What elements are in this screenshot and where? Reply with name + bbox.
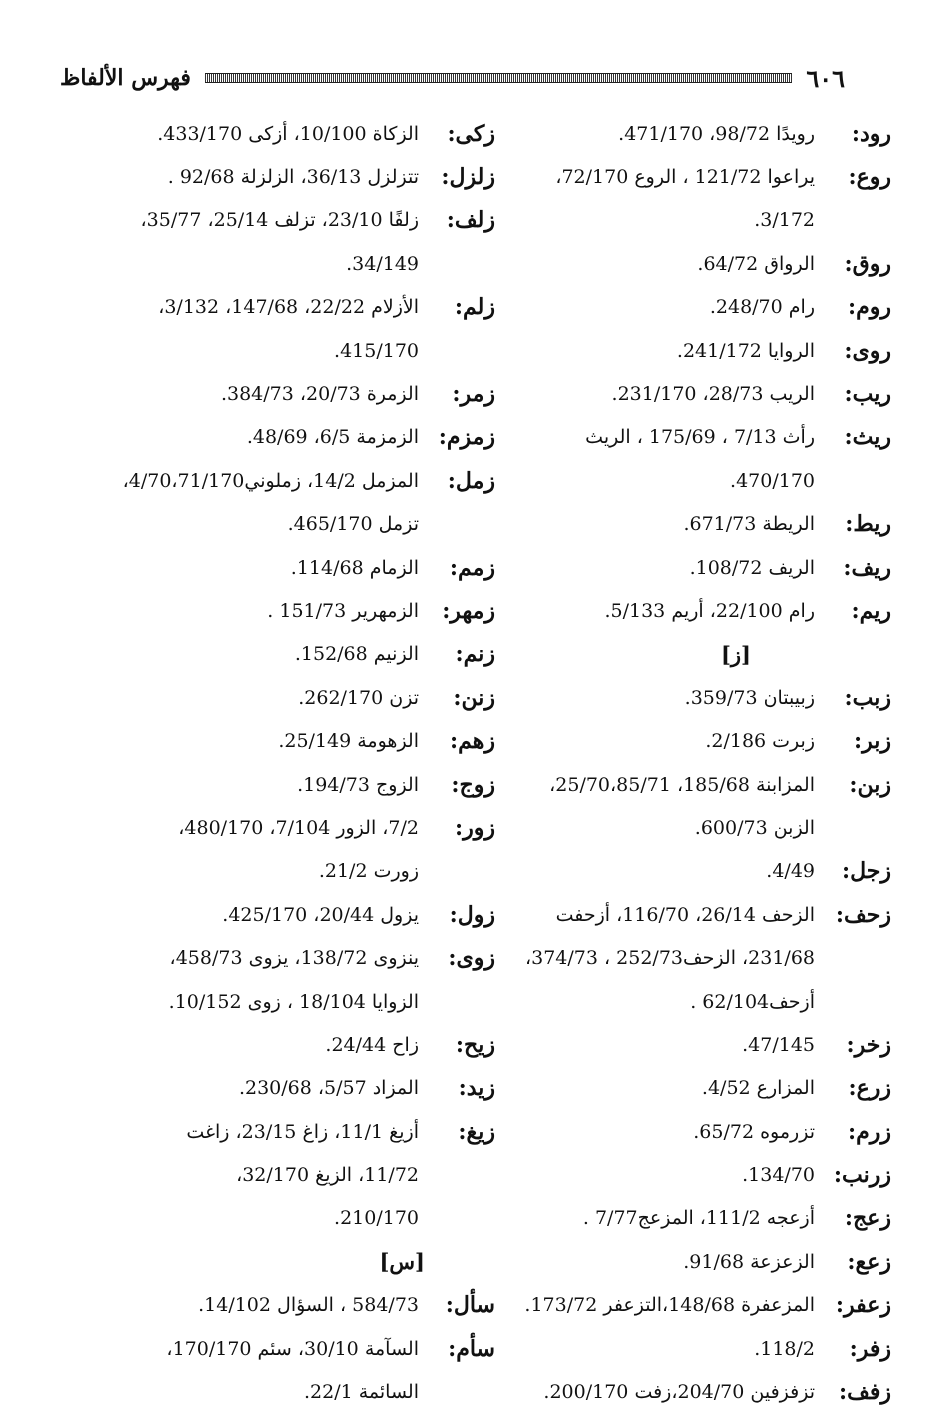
entry-root: ريث: — [844, 424, 891, 451]
entry-root: ريط: — [845, 511, 891, 538]
entry-references: 415/170. — [334, 339, 419, 362]
index-entry — [60, 503, 495, 546]
entry-references: الريطة 671/73. — [683, 513, 815, 536]
entry-root: رود: — [851, 120, 891, 147]
index-entry — [456, 242, 891, 285]
entry-references: المزعفرة 148/68،التزعفر 173/72. — [524, 1294, 815, 1317]
index-entry — [60, 1327, 495, 1370]
entry-root: زعج: — [844, 1205, 891, 1232]
index-entry — [60, 1284, 495, 1327]
index-entry — [60, 329, 495, 372]
left-column — [60, 112, 495, 1414]
entry-references: الأزلام 22/22، 147/68، 3/132، — [158, 296, 419, 319]
index-entry — [456, 1327, 891, 1370]
entry-root: زمهر: — [442, 597, 495, 624]
entry-references: الزبن 600/73. — [694, 816, 815, 839]
entry-references: 7/2، الزور 7/104، 480/170، — [178, 816, 419, 839]
entry-references: 3/172. — [754, 209, 815, 232]
index-entry — [456, 806, 891, 849]
index-entry — [60, 286, 495, 329]
entry-root: روق: — [844, 250, 891, 277]
entry-root: زول: — [449, 901, 495, 928]
entry-references: الزمزمة 6/5، 48/69. — [246, 426, 419, 449]
index-entry — [456, 763, 891, 806]
entry-root: ريم: — [851, 597, 891, 624]
index-entry — [456, 1240, 891, 1283]
entry-references: السائمة 22/1. — [303, 1381, 419, 1404]
entry-root: زيغ: — [458, 1118, 495, 1145]
index-entry — [60, 1110, 495, 1153]
index-entry — [60, 242, 495, 285]
index-entry — [456, 980, 891, 1023]
index-entry — [60, 1197, 495, 1240]
section-letter: [س] — [379, 1249, 425, 1275]
entry-references: الريب 28/73، 231/170. — [611, 383, 815, 406]
index-entry — [456, 155, 891, 198]
entry-root: زمم: — [449, 554, 495, 581]
entry-root: زرع: — [848, 1075, 891, 1102]
entry-references: زبرت 2/186. — [705, 730, 815, 753]
entry-references: الزمهرير 151/73 . — [267, 599, 419, 622]
entry-references: الزكاة 10/100، أزكى 433/170. — [157, 122, 419, 145]
index-entry — [60, 936, 495, 979]
entry-root: زلف: — [446, 207, 495, 234]
entry-root: زفف: — [838, 1379, 891, 1406]
entry-root: زفر: — [849, 1335, 891, 1362]
entry-root: زبن: — [849, 771, 891, 798]
entry-references: رام 248/70. — [709, 296, 815, 319]
entry-references: 34/149. — [346, 252, 419, 275]
entry-references: زبيبتان 359/73. — [684, 686, 815, 709]
index-entry — [60, 199, 495, 242]
index-entry — [456, 112, 891, 155]
entry-references: 231/68، الزحف252/73 ، 374/73، — [524, 947, 815, 970]
entry-references: المزارع 4/52. — [701, 1077, 815, 1100]
entry-references: زاح 24/44. — [325, 1033, 419, 1056]
entry-root: سأم: — [448, 1335, 495, 1362]
entry-root: زور: — [455, 814, 495, 841]
index-entry — [60, 1370, 495, 1413]
index-entry — [60, 459, 495, 502]
index-entry — [60, 633, 495, 676]
entry-references: زلفًا 23/10، تزلف 25/14، 35/77، — [140, 209, 419, 232]
index-entry — [456, 372, 891, 415]
index-entry — [456, 199, 891, 242]
entry-references: تتزلزل 36/13، الزلزلة 92/68 . — [167, 166, 419, 189]
entry-references: الزوايا 18/104 ، زوى 10/152. — [168, 990, 419, 1013]
index-entry — [456, 503, 891, 546]
entry-root: زبر: — [853, 728, 891, 755]
entry-root: زوى: — [448, 945, 495, 972]
page-title: فهرس الألفاظ — [60, 65, 191, 91]
entry-root: ريب: — [844, 381, 891, 408]
entry-root: زيح: — [455, 1031, 495, 1058]
entry-root: ريف: — [843, 554, 891, 581]
entry-root: زجل: — [841, 858, 891, 885]
entry-root: زنن: — [453, 684, 495, 711]
entry-references: المزمل 14/2، زملوني4/70،71/170، — [122, 469, 419, 492]
index-entry — [456, 719, 891, 762]
index-entry — [60, 763, 495, 806]
section-heading — [456, 633, 891, 676]
entry-references: أزيغ 11/1، زاغ 23/15، زاغت — [186, 1120, 419, 1143]
entry-root: زحف: — [835, 901, 891, 928]
entry-references: الزعزعة 91/68. — [683, 1250, 815, 1273]
index-entry — [60, 1067, 495, 1110]
entry-references: 210/170. — [334, 1207, 419, 1230]
entry-references: تزفزفين 204/70،زفت 200/170. — [543, 1381, 815, 1404]
entry-references: الروايا 241/172. — [676, 339, 815, 362]
page-number: ٦٠٦ — [806, 63, 845, 93]
entry-root: زمزم: — [438, 424, 495, 451]
index-entry — [60, 676, 495, 719]
entry-root: زلم: — [454, 294, 495, 321]
entry-references: 4/49. — [766, 860, 815, 883]
entry-root: زعع: — [847, 1248, 891, 1275]
index-entry — [456, 1370, 891, 1413]
index-entry — [456, 286, 891, 329]
index-entry — [60, 589, 495, 632]
entry-references: رام 22/100، أريم 5/133. — [604, 599, 815, 622]
index-entry — [456, 1067, 891, 1110]
entry-root: سأل: — [445, 1292, 495, 1319]
index-entry — [60, 980, 495, 1023]
entry-root: زكى: — [447, 120, 495, 147]
entry-references: 470/170. — [730, 469, 815, 492]
index-entry — [60, 416, 495, 459]
entry-references: 584/73 ، السؤال 14/102. — [198, 1294, 419, 1317]
entry-root: زنم: — [455, 641, 495, 668]
entry-references: الزمرة 20/73، 384/73. — [220, 383, 419, 406]
entry-references: تزن 262/170. — [298, 686, 419, 709]
entry-references: الزهومة 25/149. — [278, 730, 419, 753]
entry-references: الزمام 114/68. — [290, 556, 419, 579]
header-rule — [205, 73, 792, 83]
index-entry — [60, 155, 495, 198]
section-heading — [60, 1240, 495, 1283]
entry-references: 47/145. — [742, 1033, 815, 1056]
entry-references: تزمل 465/170. — [287, 513, 419, 536]
entry-references: أزحف62/104 . — [690, 990, 815, 1013]
entry-root: زلزل: — [441, 164, 495, 191]
index-entry — [456, 329, 891, 372]
entry-root: روع: — [848, 164, 891, 191]
entry-root: زهم: — [450, 728, 495, 755]
index-entry — [60, 850, 495, 893]
entry-references: تزرموه 65/72. — [693, 1120, 815, 1143]
entry-references: السآمة 30/10، سئم 170/170، — [166, 1337, 419, 1360]
index-entry — [456, 893, 891, 936]
index-entry — [456, 1023, 891, 1066]
entry-references: المزاد 5/57، 230/68. — [238, 1077, 419, 1100]
entry-root: روى: — [844, 337, 891, 364]
index-entry — [456, 459, 891, 502]
index-entry — [456, 1110, 891, 1153]
index-entry — [60, 372, 495, 415]
entry-references: 118/2. — [754, 1337, 815, 1360]
index-entry — [60, 1153, 495, 1196]
index-entry — [456, 936, 891, 979]
index-entry — [60, 1023, 495, 1066]
entry-references: الريف 108/72. — [689, 556, 815, 579]
entry-root: زمل: — [447, 467, 495, 494]
entry-references: يزول 20/44، 425/170. — [222, 903, 419, 926]
entry-root: زبب: — [844, 684, 891, 711]
entry-root: زعفر: — [835, 1292, 891, 1319]
entry-root: زرم: — [848, 1118, 891, 1145]
index-entry — [456, 416, 891, 459]
entry-references: الزحف 26/14، 116/70، أزحفت — [555, 903, 815, 926]
entry-references: المزابنة 185/68، 25/70،85/71، — [549, 773, 815, 796]
index-entry — [456, 1153, 891, 1196]
entry-references: 134/70. — [742, 1164, 815, 1187]
index-entry — [456, 1284, 891, 1327]
entry-root: روم: — [848, 294, 891, 321]
entry-references: 11/72، الزيغ 32/170، — [236, 1164, 419, 1187]
entry-references: الرواق 64/72. — [697, 252, 815, 275]
entry-root: زوج: — [451, 771, 495, 798]
index-entry — [60, 546, 495, 589]
page-header — [60, 58, 845, 98]
index-entry — [60, 112, 495, 155]
index-entry — [60, 893, 495, 936]
entry-references: الزوج 194/73. — [297, 773, 419, 796]
entry-references: زورت 21/2. — [318, 860, 419, 883]
entry-references: رأث 7/13 ، 175/69 ، الريث — [585, 426, 815, 449]
section-letter: [ز] — [720, 641, 751, 667]
index-entry — [456, 676, 891, 719]
entry-root: زرنب: — [833, 1162, 891, 1189]
entry-root: زخر: — [846, 1031, 891, 1058]
entry-references: الزنيم 152/68. — [294, 643, 419, 666]
entry-root: زيد: — [458, 1075, 495, 1102]
entry-references: رويدًا 98/72، 471/170. — [618, 122, 815, 145]
index-entry — [456, 850, 891, 893]
entry-references: ينزوى 138/72، يزوى 458/73، — [169, 947, 419, 970]
entry-references: يراعوا 121/72 ، الروع 72/170، — [555, 166, 815, 189]
entry-root: زمر: — [452, 381, 495, 408]
index-entry — [60, 719, 495, 762]
index-entry — [456, 1197, 891, 1240]
right-column — [456, 112, 891, 1414]
index-entry — [456, 589, 891, 632]
index-entry — [456, 546, 891, 589]
index-entry — [60, 806, 495, 849]
entry-references: أزعجه 111/2، المزعج7/77 . — [582, 1207, 815, 1230]
